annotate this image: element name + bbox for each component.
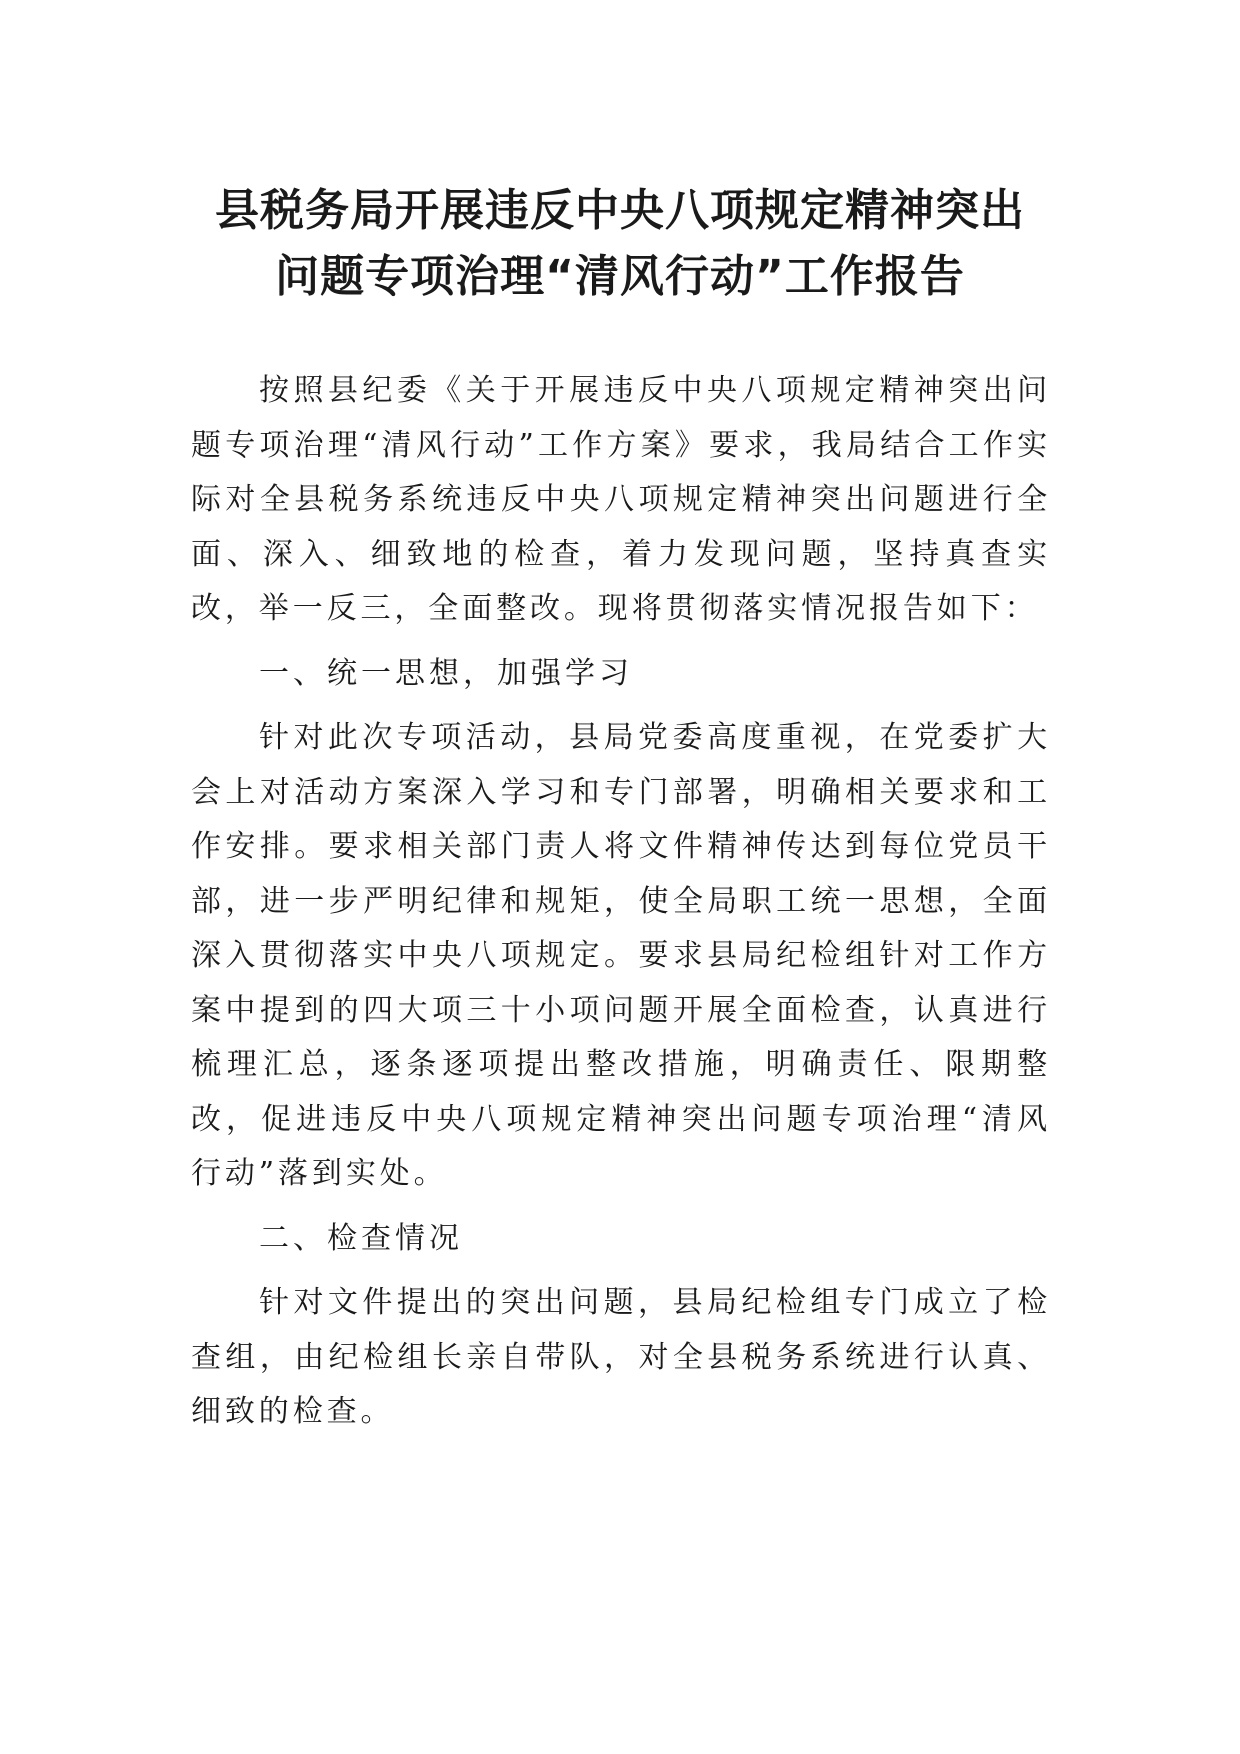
title-line-1: 县税务局开展违反中央八项规定精神突出 <box>215 185 1025 236</box>
section-2-paragraph: 针对文件提出的突出问题，县局纪检组专门成立了检查组，由纪检组长亲自带队，对全县税务系统进行认真、细致的检查。 <box>191 1285 1051 1429</box>
document-title <box>160 178 1080 310</box>
section-heading-2: 二、检查情况 <box>259 1220 463 1256</box>
intro-paragraph: 按照县纪委《关于开展违反中央八项规定精神突出问题专项治理“清风行动”工作方案》要求，我局结合工作实际对全县税务系统违反中央八项规定精神突出问题进行全面、深入、细致地的检查，着力发现问题，坚持真查实改，举一反三，全面整改。现将贯彻落实情况报告如下： <box>191 373 1051 626</box>
document-body <box>191 364 1051 1440</box>
section-1-paragraph: 针对此次专项活动，县局党委高度重视，在党委扩大会上对活动方案深入学习和专门部署，明确相关要求和工作安排。要求相关部门责人将文件精神传达到每位党员干部，进一步严明纪律和规矩，使全局职工统一思想，全面深入贯彻落实中央八项规定。要求县局纪检组针对工作方案中提到的四大项三十小项问题开展全面检查，认真进行梳理汇总，逐条逐项提出整改措施，明确责任、限期整改，促进违反中央八项规定精神突出问题专项治理“清风行动”落到实处。 <box>191 720 1051 1191</box>
section-heading-1: 一、统一思想，加强学习 <box>259 655 633 691</box>
title-line-2: 问题专项治理“清风行动”工作报告 <box>275 251 965 302</box>
